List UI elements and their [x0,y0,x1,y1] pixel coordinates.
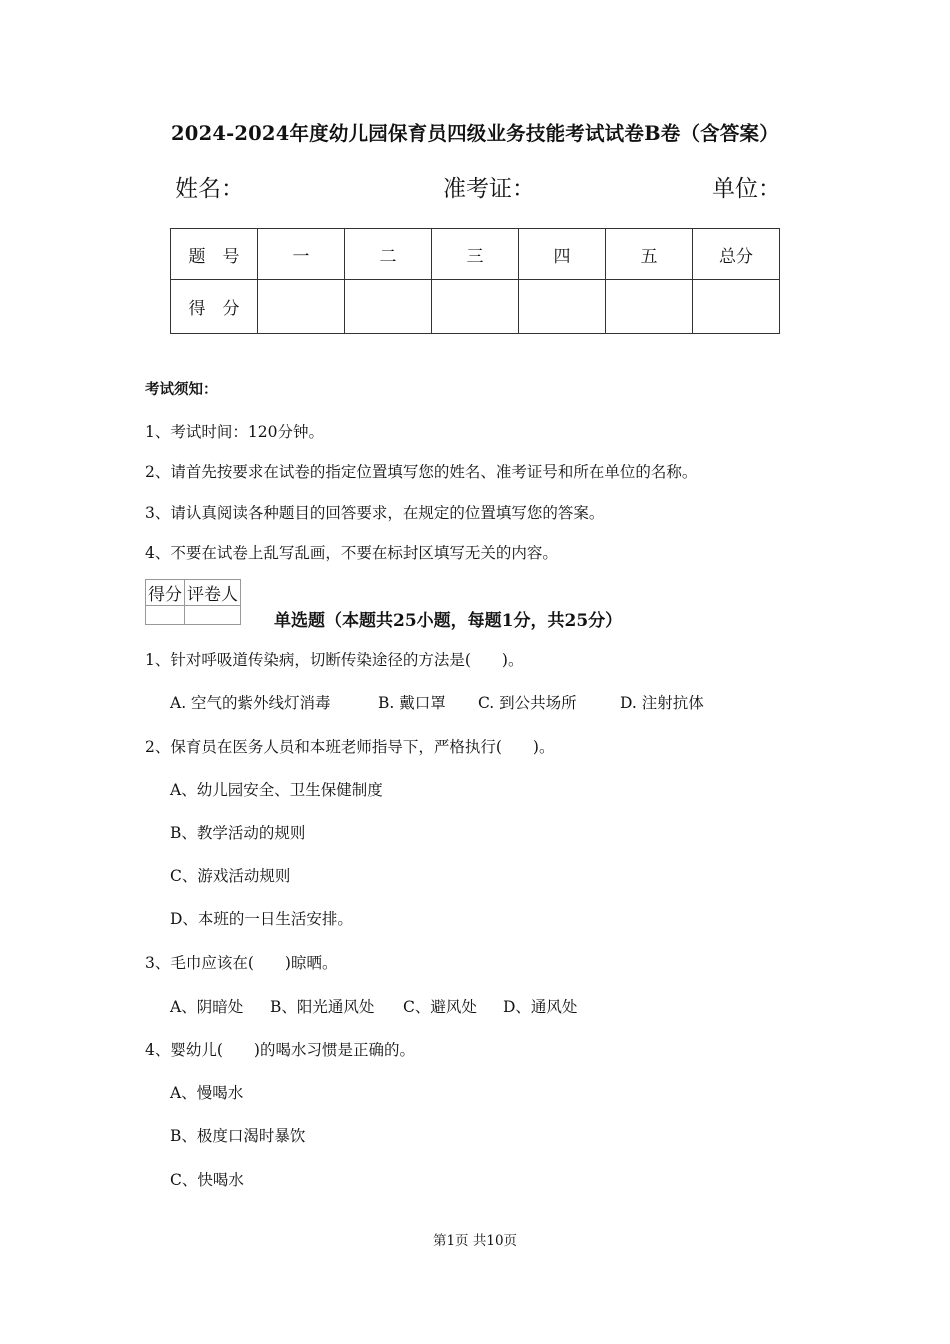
score-table-header-row [171,229,780,280]
question-option: C、避风处 [403,998,477,1016]
notice-item: 3、请认真阅读各种题目的回答要求，在规定的位置填写您的答案。 [145,504,605,522]
score-header-cell: 四 [519,229,606,280]
question-option: B. 戴口罩 [378,694,446,712]
score-header-cell: 二 [345,229,432,280]
notice-item: 4、不要在试卷上乱写乱画，不要在标封区填写无关的内容。 [145,544,558,562]
question-option: D. 注射抗体 [620,694,704,712]
question-text: 1、针对呼吸道传染病，切断传染途径的方法是( )。 [145,651,524,669]
score-header-cell: 一 [258,229,345,280]
score-header-cell: 五 [606,229,693,280]
exam-id-field-label: 准考证： [443,176,535,202]
section-title: 单选题（本题共25小题，每题1分，共25分） [274,611,623,631]
page-footer: 第1页 共10页 [432,1233,518,1249]
score-cell [606,280,693,334]
question-option: A. 空气的紫外线灯消毒 [170,694,331,712]
score-table-score-row [171,280,780,334]
grader-name-label: 评卷人 [185,580,241,606]
question-option: D、通风处 [503,998,578,1016]
question-text: 4、婴幼儿( )的喝水习惯是正确的。 [145,1041,415,1059]
question-option: B、极度口渴时暴饮 [170,1127,306,1145]
notice-item: 1、考试时间：120分钟。 [145,423,324,441]
score-cell [345,280,432,334]
question-text: 3、毛巾应该在( )晾晒。 [145,954,338,972]
score-header-cell: 三 [432,229,519,280]
question-option: A、幼儿园安全、卫生保健制度 [170,781,383,799]
score-row-label: 得 分 [171,280,258,334]
score-cell [519,280,606,334]
score-header-cell: 总分 [693,229,780,280]
grader-name-cell [185,606,241,625]
score-cell [693,280,780,334]
question-option: A、慢喝水 [170,1084,244,1102]
name-field-label: 姓名： [175,176,244,202]
page-title: 2024-2024年度幼儿园保育员四级业务技能考试试卷B卷（含答案） [171,122,779,145]
grader-score-label: 得分 [146,580,185,606]
grader-score-cell [146,606,185,625]
notice-heading: 考试须知： [145,381,218,398]
question-option: C、游戏活动规则 [170,867,291,885]
question-option: A、阴暗处 [170,998,244,1016]
score-cell [258,280,345,334]
question-option: C、快喝水 [170,1171,244,1189]
question-text: 2、保育员在医务人员和本班老师指导下，严格执行( )。 [145,738,555,756]
unit-field-label: 单位： [712,176,781,202]
score-header-cell: 题 号 [171,229,258,280]
question-option: C. 到公共场所 [478,694,577,712]
question-option: B、阳光通风处 [270,998,375,1016]
question-option: B、教学活动的规则 [170,824,306,842]
notice-item: 2、请首先按要求在试卷的指定位置填写您的姓名、准考证号和所在单位的名称。 [145,463,698,481]
score-table [170,228,780,334]
grader-box [145,579,241,625]
question-option: D、本班的一日生活安排。 [170,910,353,928]
score-cell [432,280,519,334]
